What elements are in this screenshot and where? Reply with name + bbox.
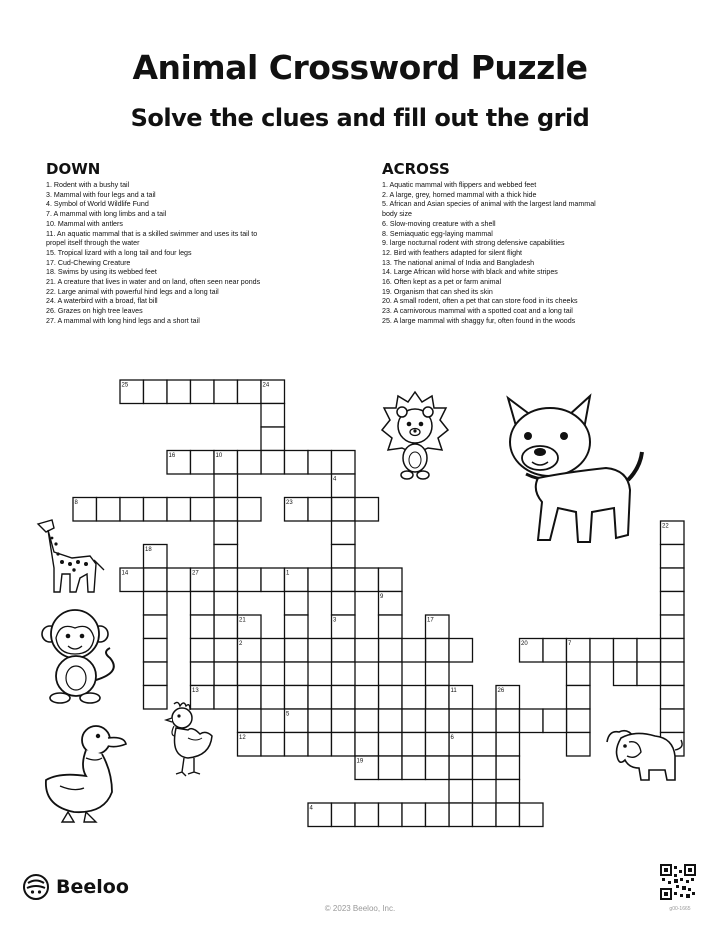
grid-cell[interactable] bbox=[402, 803, 426, 827]
grid-cell[interactable] bbox=[661, 662, 685, 686]
grid-clue-number: 2 bbox=[239, 641, 243, 647]
grid-cell[interactable] bbox=[285, 733, 309, 757]
grid-cell[interactable] bbox=[426, 733, 450, 757]
grid-clue-number: 20 bbox=[521, 641, 528, 647]
grid-cell[interactable] bbox=[120, 498, 144, 522]
grid-cell[interactable] bbox=[214, 615, 238, 639]
grid-cell[interactable] bbox=[426, 686, 450, 710]
grid-cell[interactable] bbox=[238, 568, 262, 592]
grid-cell[interactable] bbox=[332, 686, 356, 710]
grid-cell[interactable] bbox=[214, 380, 238, 404]
chicken-illustration bbox=[162, 700, 217, 782]
grid-cell[interactable] bbox=[332, 521, 356, 545]
grid-cell[interactable] bbox=[285, 451, 309, 475]
grid-cell[interactable] bbox=[379, 686, 403, 710]
grid-cell[interactable] bbox=[144, 615, 168, 639]
grid-cell[interactable] bbox=[379, 756, 403, 780]
duck-illustration bbox=[40, 720, 130, 829]
grid-clue-number: 5 bbox=[286, 711, 290, 718]
grid-cell[interactable] bbox=[449, 709, 473, 733]
grid-cell[interactable] bbox=[567, 733, 591, 757]
grid-cell[interactable] bbox=[355, 686, 379, 710]
grid-cell[interactable] bbox=[661, 568, 685, 592]
across-clue: 8. Semiaquatic egg-laying mammal bbox=[382, 229, 493, 238]
down-clue: 7. A mammal with long limbs and a tail bbox=[46, 210, 167, 219]
grid-clue-number: 12 bbox=[239, 735, 246, 741]
brand-name: Beeloo bbox=[56, 876, 129, 898]
down-clue: 17. Cud-Chewing Creature bbox=[46, 258, 131, 267]
grid-cell[interactable] bbox=[473, 733, 497, 757]
down-clue: 24. A waterbird with a broad, flat bill bbox=[46, 297, 158, 306]
grid-cell[interactable] bbox=[661, 545, 685, 569]
grid-clue-number: 22 bbox=[662, 523, 669, 530]
grid-cell[interactable] bbox=[496, 733, 520, 757]
grid-clue-number: 9 bbox=[380, 594, 384, 600]
down-clue: 21. A creature that lives in water and on land, often seen near ponds bbox=[46, 278, 261, 287]
copyright: © 2023 Beeloo, Inc. bbox=[324, 904, 396, 913]
grid-cell[interactable] bbox=[355, 568, 379, 592]
grid-cell[interactable] bbox=[402, 686, 426, 710]
grid-cell[interactable] bbox=[379, 709, 403, 733]
across-clue: 25. A large mammal with shaggy fur, often found in the woods bbox=[382, 316, 576, 325]
grid-cell[interactable] bbox=[449, 639, 473, 663]
grid-cell[interactable] bbox=[496, 780, 520, 804]
grid-clue-number: 14 bbox=[121, 570, 129, 577]
grid-cell[interactable] bbox=[661, 615, 685, 639]
grid-clue-number: 17 bbox=[427, 617, 434, 624]
grid-cell[interactable] bbox=[191, 662, 215, 686]
grid-cell[interactable] bbox=[214, 592, 238, 616]
across-clue: 9. large nocturnal rodent with strong defensive capabilities bbox=[382, 239, 565, 248]
grid-clue-number: 13 bbox=[192, 688, 199, 694]
grid-cell[interactable] bbox=[261, 639, 285, 663]
down-clue: 4. Symbol of World Wildlife Fund bbox=[46, 200, 149, 209]
grid-clue-number: 4 bbox=[333, 476, 337, 483]
grid-cell[interactable] bbox=[473, 756, 497, 780]
grid-cell[interactable] bbox=[214, 568, 238, 592]
grid-clue-number: 24 bbox=[262, 382, 270, 389]
across-clue: 13. The national animal of India and Bangladesh bbox=[382, 258, 535, 267]
grid-cell[interactable] bbox=[144, 498, 168, 522]
across-clue: 20. A small rodent, often a pet that can store food in its cheeks bbox=[382, 297, 578, 306]
monkey-illustration bbox=[40, 604, 125, 708]
grid-cell[interactable] bbox=[567, 686, 591, 710]
grid-cell[interactable] bbox=[637, 639, 661, 663]
grid-cell[interactable] bbox=[402, 756, 426, 780]
down-clue: 3. Mammal with four legs and a tail bbox=[46, 190, 156, 199]
grid-clue-number: 18 bbox=[145, 547, 152, 553]
grid-cell[interactable] bbox=[261, 427, 285, 451]
across-clue: 16. Often kept as a pet or farm animal bbox=[382, 278, 502, 287]
grid-cell[interactable] bbox=[214, 639, 238, 663]
grid-cell[interactable] bbox=[426, 662, 450, 686]
grid-clue-number: 6 bbox=[450, 735, 454, 741]
grid-clue-number: 26 bbox=[497, 688, 505, 694]
beeloo-logo bbox=[22, 873, 129, 901]
grid-cell[interactable] bbox=[238, 686, 262, 710]
grid-cell[interactable] bbox=[285, 592, 309, 616]
grid-cell[interactable] bbox=[238, 709, 262, 733]
across-clue: 12. Bird with feathers adapted for silent flight bbox=[382, 248, 522, 257]
grid-cell[interactable] bbox=[496, 756, 520, 780]
grid-cell[interactable] bbox=[191, 639, 215, 663]
grid-clue-number: 21 bbox=[239, 617, 246, 624]
grid-cell[interactable] bbox=[543, 639, 567, 663]
grid-cell[interactable] bbox=[567, 709, 591, 733]
grid-cell[interactable] bbox=[449, 756, 473, 780]
across-clue: 14. Large African wild horse with black and white stripes bbox=[382, 268, 558, 277]
grid-cell[interactable] bbox=[308, 709, 332, 733]
grid-cell[interactable] bbox=[285, 686, 309, 710]
grid-cell[interactable] bbox=[308, 568, 332, 592]
grid-cell[interactable] bbox=[167, 568, 191, 592]
grid-cell[interactable] bbox=[332, 639, 356, 663]
down-clue: 1. Rodent with a bushy tail bbox=[46, 181, 130, 189]
grid-clue-number: 7 bbox=[568, 641, 572, 647]
grid-clue-number: 11 bbox=[450, 688, 457, 694]
grid-cell[interactable] bbox=[191, 592, 215, 616]
grid-cell[interactable] bbox=[238, 498, 262, 522]
grid-clue-number: 1 bbox=[286, 570, 290, 577]
grid-cell[interactable] bbox=[332, 451, 356, 475]
grid-cell[interactable] bbox=[543, 709, 567, 733]
grid-clue-number: 8 bbox=[74, 500, 78, 506]
elephant-illustration bbox=[605, 726, 687, 790]
across-clue: 1. Aquatic mammal with flippers and webbed feet bbox=[382, 181, 537, 189]
grid-cell[interactable] bbox=[402, 709, 426, 733]
grid-cell[interactable] bbox=[308, 639, 332, 663]
across-clue: body size bbox=[382, 210, 412, 219]
grid-cell[interactable] bbox=[144, 639, 168, 663]
grid-cell[interactable] bbox=[285, 615, 309, 639]
grid-clue-number: 23 bbox=[286, 500, 293, 506]
grid-cell[interactable] bbox=[496, 803, 520, 827]
down-heading: DOWN bbox=[46, 160, 101, 178]
dog-illustration bbox=[498, 390, 648, 559]
grid-cell[interactable] bbox=[332, 545, 356, 569]
across-clue: 6. Slow-moving creature with a shell bbox=[382, 219, 496, 228]
page-subtitle: Solve the clues and fill out the grid bbox=[130, 104, 590, 132]
grid-cell[interactable] bbox=[567, 662, 591, 686]
grid-clue-number: 10 bbox=[215, 453, 223, 459]
grid-cell[interactable] bbox=[308, 686, 332, 710]
grid-cell[interactable] bbox=[355, 803, 379, 827]
down-clue: 26. Grazes on high tree leaves bbox=[46, 307, 143, 316]
grid-cell[interactable] bbox=[379, 615, 403, 639]
grid-cell[interactable] bbox=[144, 568, 168, 592]
grid-cell[interactable] bbox=[144, 380, 168, 404]
down-clue: 10. Mammal with antlers bbox=[46, 219, 123, 228]
grid-cell[interactable] bbox=[355, 709, 379, 733]
grid-cell[interactable] bbox=[214, 521, 238, 545]
grid-cell[interactable] bbox=[332, 592, 356, 616]
qr-code bbox=[660, 862, 696, 902]
grid-cell[interactable] bbox=[355, 498, 379, 522]
grid-cell[interactable] bbox=[191, 451, 215, 475]
product-code: g00-1665 bbox=[669, 906, 691, 912]
grid-cell[interactable] bbox=[332, 803, 356, 827]
grid-cell[interactable] bbox=[402, 733, 426, 757]
grid-cell[interactable] bbox=[238, 380, 262, 404]
down-clue: 18. Swims by using its webbed feet bbox=[46, 268, 157, 277]
grid-cell[interactable] bbox=[167, 498, 191, 522]
grid-cell[interactable] bbox=[238, 662, 262, 686]
grid-cell[interactable] bbox=[355, 733, 379, 757]
grid-cell[interactable] bbox=[214, 686, 238, 710]
grid-cell[interactable] bbox=[449, 803, 473, 827]
grid-cell[interactable] bbox=[379, 662, 403, 686]
grid-cell[interactable] bbox=[261, 568, 285, 592]
grid-cell[interactable] bbox=[426, 709, 450, 733]
grid-cell[interactable] bbox=[191, 615, 215, 639]
grid-cell[interactable] bbox=[614, 662, 638, 686]
grid-cell[interactable] bbox=[449, 780, 473, 804]
grid-cell[interactable] bbox=[661, 592, 685, 616]
across-clue: 5. African and Asian species of animal with the largest land mammal bbox=[382, 200, 596, 209]
grid-cell[interactable] bbox=[661, 639, 685, 663]
grid-cell[interactable] bbox=[167, 380, 191, 404]
grid-cell[interactable] bbox=[191, 498, 215, 522]
grid-cell[interactable] bbox=[496, 709, 520, 733]
grid-cell[interactable] bbox=[590, 639, 614, 663]
grid-cell[interactable] bbox=[308, 733, 332, 757]
grid-cell[interactable] bbox=[261, 686, 285, 710]
grid-cell[interactable] bbox=[238, 451, 262, 475]
giraffe-illustration bbox=[32, 518, 107, 597]
grid-cell[interactable] bbox=[214, 662, 238, 686]
across-heading: ACROSS bbox=[382, 160, 450, 178]
grid-cell[interactable] bbox=[379, 733, 403, 757]
grid-cell[interactable] bbox=[473, 803, 497, 827]
grid-cell[interactable] bbox=[520, 803, 544, 827]
grid-cell[interactable] bbox=[473, 709, 497, 733]
across-clue: 2. A large, grey, horned mammal with a thick hide bbox=[382, 190, 537, 199]
grid-cell[interactable] bbox=[285, 662, 309, 686]
grid-cell[interactable] bbox=[332, 733, 356, 757]
grid-cell[interactable] bbox=[332, 568, 356, 592]
down-clue: 27. A mammal with long hind legs and a short tail bbox=[46, 316, 200, 325]
beeloo-bee-icon bbox=[22, 873, 50, 901]
grid-cell[interactable] bbox=[191, 380, 215, 404]
grid-cell[interactable] bbox=[308, 451, 332, 475]
grid-cell[interactable] bbox=[214, 545, 238, 569]
grid-clue-number: 4 bbox=[309, 805, 313, 812]
grid-cell[interactable] bbox=[332, 662, 356, 686]
grid-cell[interactable] bbox=[214, 474, 238, 498]
grid-cell[interactable] bbox=[379, 639, 403, 663]
grid-cell[interactable] bbox=[144, 592, 168, 616]
grid-cell[interactable] bbox=[285, 639, 309, 663]
grid-cell[interactable] bbox=[144, 662, 168, 686]
hedgehog-illustration bbox=[380, 388, 450, 487]
grid-cell[interactable] bbox=[379, 803, 403, 827]
grid-cell[interactable] bbox=[355, 639, 379, 663]
grid-cell[interactable] bbox=[332, 498, 356, 522]
grid-cell[interactable] bbox=[426, 756, 450, 780]
down-clue: propel itself through the water bbox=[46, 239, 140, 248]
grid-cell[interactable] bbox=[308, 498, 332, 522]
grid-cell[interactable] bbox=[402, 639, 426, 663]
grid-cell[interactable] bbox=[332, 709, 356, 733]
grid-clue-number: 16 bbox=[168, 453, 176, 459]
grid-cell[interactable] bbox=[637, 662, 661, 686]
grid-cell[interactable] bbox=[426, 639, 450, 663]
grid-cell[interactable] bbox=[614, 639, 638, 663]
grid-cell[interactable] bbox=[379, 568, 403, 592]
grid-clue-number: 25 bbox=[121, 382, 129, 389]
page-title: Animal Crossword Puzzle bbox=[132, 48, 588, 87]
grid-cell[interactable] bbox=[261, 451, 285, 475]
down-clue: 11. An aquatic mammal that is a skilled swimmer and uses its tail to bbox=[46, 229, 258, 238]
grid-cell[interactable] bbox=[261, 733, 285, 757]
grid-clue-number: 3 bbox=[333, 617, 337, 624]
grid-clue-number: 19 bbox=[356, 758, 364, 765]
across-clue: 19. Organism that can shed its skin bbox=[382, 287, 493, 296]
grid-cell[interactable] bbox=[261, 404, 285, 428]
grid-cell[interactable] bbox=[661, 686, 685, 710]
grid-cell[interactable] bbox=[214, 498, 238, 522]
across-clue: 23. A carnivorous mammal with a spotted coat and a long tail bbox=[382, 307, 573, 316]
grid-clue-number: 27 bbox=[192, 570, 199, 577]
grid-cell[interactable] bbox=[426, 803, 450, 827]
down-clue: 22. Large animal with powerful hind legs and a long tail bbox=[46, 287, 219, 296]
grid-cell[interactable] bbox=[520, 709, 544, 733]
down-clue: 15. Tropical lizard with a long tail and four legs bbox=[46, 248, 192, 257]
